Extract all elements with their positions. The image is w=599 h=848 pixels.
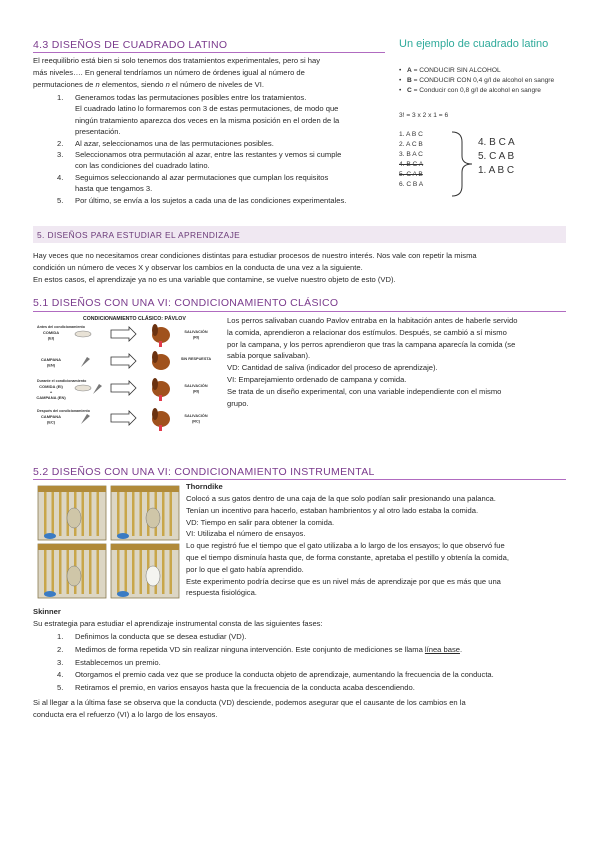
bullet-dot: • (399, 87, 402, 94)
step-item (51, 172, 396, 195)
phase-item (51, 682, 571, 695)
intro-line: El reequilibrio está bien si solo tenemos dos tratamientos experimentales, pero si hay (33, 56, 321, 65)
box-bar (89, 492, 92, 536)
example-bullet (399, 86, 589, 96)
thorndike-name: Thorndike (186, 482, 223, 491)
phase-text: Medimos de forma repetida VD sin realizar ninguna intervención. Este conjunto de mediciones se llama (75, 644, 425, 654)
step-item (51, 195, 396, 206)
box-bar (59, 492, 62, 536)
box-bar (117, 492, 120, 536)
box-bar (97, 492, 100, 536)
sec43-steps (51, 92, 396, 206)
intro-n: n (165, 79, 170, 89)
box-bar (170, 550, 173, 594)
box-bar (162, 550, 165, 594)
response-label: SALIVACIÓN (RI) (184, 384, 208, 394)
sec43-intro (33, 55, 393, 90)
stimulus-label: CAMPANA (EC) (40, 414, 62, 425)
section-rule (33, 479, 566, 480)
puzzle-box (38, 544, 106, 598)
bell-icon (93, 384, 102, 394)
body-line: Lo que registró fue el tiempo que el gato utilizaba a lo largo de los ensayos; lo que observó fue (186, 541, 505, 551)
example-title: Un ejemplo de cuadrado latino (399, 38, 549, 50)
box-bar (89, 550, 92, 594)
box-top (38, 486, 106, 492)
sec52-body (186, 493, 566, 599)
box-bar (132, 550, 135, 594)
thorndike-figure (36, 484, 182, 600)
bullet-dot: • (399, 67, 402, 74)
box-bar (52, 550, 55, 594)
arrow-icon (111, 327, 136, 341)
body-line: condición un número de veces X y observar los cambios en la conducta de una vez a la siguiente. (33, 262, 363, 272)
step-line: hasta que tengamos 3. (75, 184, 153, 194)
stage-label: Durante el condicionamiento (37, 379, 87, 383)
body-line: por la campana, y los perros aprendieron que tras la campana aparecía la comida (se (227, 339, 516, 349)
food-bowl-icon (117, 591, 129, 597)
skinner-name: Skinner (33, 607, 61, 616)
dog-ear-icon (152, 351, 158, 363)
drool-icon (159, 341, 162, 347)
phase-text: Retiramos el premio, en varios ensayos hasta que la frecuencia de la conducta acaba descendiendo. (75, 683, 415, 693)
intro-text: elementos, siendo (99, 79, 166, 89)
body-line: Colocó a sus gatos dentro de una caja de la que solo podían salir presionando una palanca. (186, 494, 496, 503)
chosen-list (478, 136, 515, 178)
box-bar (162, 492, 165, 536)
sec51-body (227, 315, 567, 409)
box-frame (111, 544, 179, 598)
intro-n: n (95, 79, 100, 89)
cat-icon (67, 508, 81, 528)
puzzle-box-illustration (36, 484, 182, 600)
chosen-permutation: 5. C A B (478, 151, 515, 162)
permutation-list (399, 130, 423, 190)
phase-text: Establecemos un premio. (75, 657, 161, 667)
dog-ear-icon (152, 378, 158, 390)
baseline-term: línea base (424, 644, 460, 654)
bell-icon (81, 414, 90, 424)
phase-item (51, 631, 571, 644)
brace-icon (448, 128, 478, 200)
phase-text: . (459, 644, 463, 654)
response-label: SIN RESPUESTA (180, 357, 212, 361)
bullet-text: = CONDUCIR SIN ALCOHOL (411, 67, 501, 74)
body-line: por lo que el gato había aprendido. (186, 564, 304, 574)
stimulus-label: CAMPANA (EN) (40, 357, 62, 368)
example-bullet (399, 66, 589, 76)
stage-label: Antes del condicionamiento (37, 325, 85, 329)
permutation-item: 5. C A B (399, 171, 423, 178)
phase-number: 1. (57, 632, 64, 641)
step-line: Seguimos seleccionando al azar permutaciones que cumplan los requisitos (75, 172, 329, 182)
body-line: VD: Tiempo en salir para obtener la comida. (186, 517, 335, 527)
example-formula: 3! = 3 x 2 x 1 = 6 (399, 112, 449, 119)
food-bowl-icon (44, 533, 56, 539)
intro-text: el número de niveles de VI. (169, 79, 264, 89)
permutation-item: 6. C B A (399, 181, 424, 188)
chosen-permutation: 1. A B C (478, 165, 515, 176)
box-frame (111, 486, 179, 540)
stimulus-label: COMIDA (EI) + CAMPANA (EN) (36, 384, 66, 400)
body-line: respuesta fisiológica. (186, 588, 257, 598)
food-bowl-icon (44, 591, 56, 597)
pavlov-diagram (33, 316, 220, 444)
food-bowl-icon (117, 533, 129, 539)
bone-icon (75, 385, 91, 391)
stage-label: Después del condicionamiento (37, 409, 90, 413)
step-item (51, 149, 396, 172)
body-line: grupo. (227, 398, 249, 408)
response-label: SALIVACIÓN (RI) (184, 330, 208, 340)
body-line: Tenían un incentivo para hacerlo, estaban hambrientos y al otro lado estaba la comida. (186, 505, 479, 515)
body-line: conducta era el refuerzo (VI) a lo largo de los ensayos. (33, 709, 218, 719)
box-bar (140, 550, 143, 594)
box-bar (82, 492, 85, 536)
section-title-4-3: 4.3 DISEÑOS DE CUADRADO LATINO (33, 39, 228, 51)
phase-number: 4. (57, 670, 64, 680)
step-line: presentación. (75, 127, 121, 137)
example-bullet (399, 76, 589, 86)
box-bar (44, 550, 47, 594)
permutation-item: 2. A C B (399, 141, 423, 148)
permutation-item: 4. B C A (399, 161, 424, 168)
step-item (51, 138, 396, 149)
box-bar (52, 492, 55, 536)
step-line: con las condiciones del cuadrado latino. (75, 161, 210, 171)
phase-item (51, 657, 571, 670)
drool-icon (159, 395, 162, 401)
puzzle-box (38, 486, 106, 540)
body-line: Este experimento podría decirse que es un nivel más de aprendizaje por que es más que una (186, 576, 501, 586)
box-bar (97, 550, 100, 594)
body-line: la comida, aprendieron a relacionar dos estímulos. Después, se cambió a sí mismo (227, 327, 507, 337)
box-bar (125, 492, 128, 536)
section-title-5: 5. DISEÑOS PARA ESTUDIAR EL APRENDIZAJE (37, 230, 241, 240)
arrow-icon (111, 354, 136, 368)
phase-text: Otorgamos el premio cada vez que se produce la conducta objeto de aprendizaje, aumentando la frecuencia de la conducta. (75, 670, 494, 680)
drool-icon (159, 425, 162, 431)
skinner-intro: Su estrategia para estudiar el aprendizaje instrumental consta de las siguientes fases: (33, 619, 323, 628)
example-bullets (399, 66, 589, 96)
box-bar (59, 550, 62, 594)
arrow-icon (111, 411, 136, 425)
body-line: Hay veces que no necesitamos crear condiciones distintas para estudiar procesos de nuestro interés. Nos vale con repetir la misma (33, 251, 477, 260)
box-bar (125, 550, 128, 594)
bullet-dot: • (399, 77, 402, 84)
body-line: Se trata de un diseño experimental, con una variable independiente con el mismo (227, 386, 502, 396)
chosen-permutation: 4. B C A (478, 137, 515, 148)
phase-item (51, 644, 571, 657)
step-line: Al azar, seleccionamos una de las permutaciones posibles. (75, 138, 274, 148)
box-bar (170, 492, 173, 536)
dog-ear-icon (152, 324, 158, 336)
body-line: sabía porque salivaban). (227, 351, 311, 361)
box-bar (82, 550, 85, 594)
intro-line (33, 79, 393, 91)
box-top (38, 544, 106, 550)
puzzle-box (111, 486, 179, 540)
section-rule (33, 52, 385, 53)
body-line: En estos casos, el aprendizaje ya no es una variable que contamine, se vuelve nuestro objeto de esto (VD). (33, 274, 396, 284)
phase-item (51, 669, 571, 682)
step-number: 2. (57, 138, 64, 148)
step-item (51, 92, 396, 138)
intro-line: más niveles…. En general tendríamos un número de órdenes igual al número de (33, 67, 305, 77)
section-rule (33, 311, 566, 312)
skinner-phases (51, 631, 571, 695)
step-number: 3. (57, 150, 64, 160)
permutation-item: 1. A B C (399, 131, 423, 138)
cat-icon (146, 566, 160, 586)
step-line: Generamos todas las permutaciones posibles entre los tratamientos. (75, 93, 307, 102)
pavlov-figure (33, 316, 220, 444)
box-bar (117, 550, 120, 594)
bullet-key: C (407, 87, 412, 94)
section-title-5-2: 5.2 DISEÑOS CON UNA VI: CONDICIONAMIENTO INSTRUMENTAL (33, 466, 375, 478)
bone-icon (75, 331, 91, 337)
closing-paragraph (33, 697, 573, 721)
bell-icon (81, 357, 90, 367)
phase-text: Definimos la conducta que se desea estudiar (VD). (75, 632, 247, 641)
permutation-item: 3. B A C (399, 151, 423, 158)
phase-number: 2. (57, 644, 64, 654)
step-number: 1. (57, 93, 64, 102)
pavlov-figure-title: CONDICIONAMIENTO CLÁSICO: PÁVLOV (83, 316, 186, 322)
bullet-text: = CONDUCIR CON 0,4 g/l de alcohol en sangre (411, 77, 555, 84)
stimulus-label: COMIDA (EI) (42, 330, 60, 341)
box-bar (44, 492, 47, 536)
bullet-text: = Conducir con 0,8 g/l de alcohol en sangre (411, 87, 541, 94)
intro-text: permutaciones de (33, 79, 96, 89)
box-top (111, 544, 179, 550)
body-line: Los perros salivaban cuando Pavlov entraba en la habitación antes de haberle servido (227, 316, 518, 325)
puzzle-box (111, 544, 179, 598)
cat-icon (146, 508, 160, 528)
body-line: que el tiempo disminuía hasta que, de forma constante, apretaba el pestillo y obtenía la comida, (186, 552, 509, 562)
arrow-icon (111, 381, 136, 395)
step-line: El cuadrado latino lo formaremos con 3 de estas permutaciones, de modo que (75, 104, 339, 114)
step-number: 5. (57, 195, 64, 205)
sec5-body (33, 250, 573, 285)
response-label: SALIVACIÓN (RC) (184, 414, 208, 424)
box-bar (140, 492, 143, 536)
step-line: Seleccionamos otra permutación al azar, entre las restantes y vemos si cumple (75, 150, 342, 160)
dog-ear-icon (152, 408, 158, 420)
body-line: VI: Utilizaba el número de ensayos. (186, 529, 306, 539)
step-number: 4. (57, 172, 64, 182)
body-line: VI: Emparejamiento ordenado de campana y comida. (227, 374, 407, 384)
bullet-key: B (407, 77, 412, 84)
phase-number: 3. (57, 657, 64, 667)
body-line: Si al llegar a la última fase se observa que la conducta (VD) desciende, podemos asegurar que el causante de los cambios en la (33, 698, 466, 707)
bullet-key: A (407, 67, 412, 74)
section-title-5-1: 5.1 DISEÑOS CON UNA VI: CONDICIONAMIENTO CLÁSICO (33, 297, 339, 309)
body-line: VD: Cantidad de saliva (indicador del proceso de aprendizaje). (227, 363, 438, 373)
cat-icon (67, 566, 81, 586)
box-bar (132, 492, 135, 536)
step-line: Por último, se envía a los sujetos a cada una de las condiciones experimentales. (75, 195, 347, 205)
box-top (111, 486, 179, 492)
phase-number: 5. (57, 683, 64, 693)
step-line: ningún tratamiento aparezca dos veces en la misma posición en el orden de la (75, 115, 340, 125)
